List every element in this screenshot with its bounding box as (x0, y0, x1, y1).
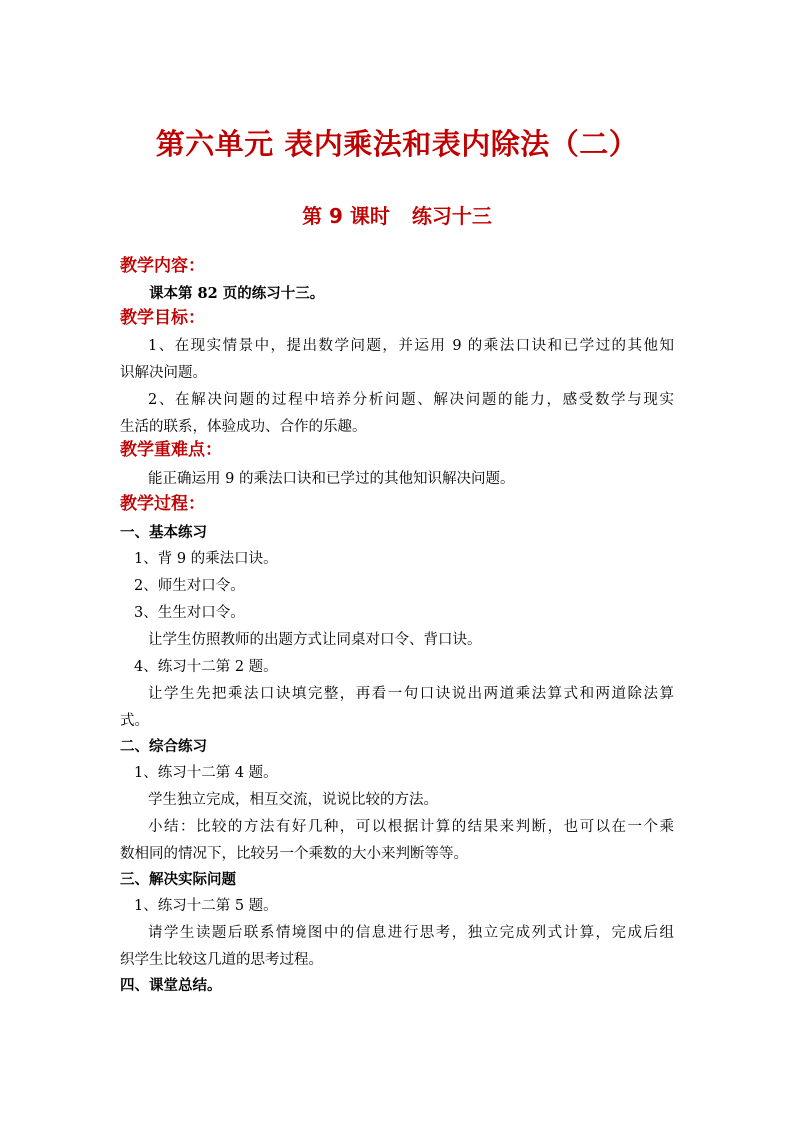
part-1-item-4-note-line-2: 式。 (120, 713, 149, 729)
part-1-item-1: 1、背 9 的乘法口诀。 (134, 551, 278, 567)
heading-goals: 教学目标： (120, 308, 205, 328)
keypoints-text: 能正确运用 9 的乘法口诀和已学过的其他知识解决问题。 (148, 471, 515, 487)
lesson-name: 练习十三 (411, 204, 492, 228)
heading-process: 教学过程： (120, 494, 205, 514)
part-3-heading: 三、解决实际问题 (120, 872, 236, 888)
heading-keypoints: 教学重难点： (120, 440, 222, 460)
part-2-item-1-note: 学生独立完成，相互交流，说说比较的方法。 (148, 792, 438, 808)
part-1-item-2: 2、师生对口令。 (134, 578, 245, 594)
part-4-heading: 四、课堂总结。 (120, 978, 222, 994)
goal-2-line-2: 生活的联系，体验成功、合作的乐趣。 (120, 419, 367, 435)
part-1-item-3-note: 让学生仿照教师的出题方式让同桌对口令、背口诀。 (148, 632, 482, 648)
part-3-item-1: 1、练习十二第 5 题。 (134, 898, 278, 914)
part-1-heading: 一、基本练习 (120, 525, 207, 541)
part-3-note-line-2: 织学生比较这几道的思考过程。 (120, 952, 323, 968)
part-1-item-3: 3、生生对口令。 (134, 605, 245, 621)
lesson-subtitle (0, 200, 794, 229)
unit-title: 第六单元 表内乘法和表内除法（二） (155, 127, 639, 161)
heading-content: 教学内容： (120, 256, 205, 276)
content-text: 课本第 82 页的练习十三。 (149, 285, 325, 302)
goal-1-line-2: 识解决问题。 (120, 365, 207, 381)
part-3-note-line-1: 请学生读题后联系情境图中的信息进行思考，独立完成列式计算，完成后组 (148, 925, 674, 941)
part-2-summary-line-2: 数相同的情况下，比较另一个乘数的大小来判断等等。 (120, 846, 468, 862)
goal-1-line-1: 1、在现实情景中，提出数学问题，并运用 9 的乘法口诀和已学过的其他知 (148, 338, 674, 354)
part-1-item-4: 4、练习十二第 2 题。 (134, 659, 278, 675)
part-2-heading: 二、综合练习 (120, 739, 207, 755)
goal-2-line-1: 2、在解决问题的过程中培养分析问题、解决问题的能力，感受数学与现实 (148, 392, 674, 408)
part-2-summary-line-1: 小结：比较的方法有好几种，可以根据计算的结果来判断，也可以在一个乘 (148, 819, 674, 835)
part-2-item-1: 1、练习十二第 4 题。 (134, 765, 278, 781)
lesson-number: 第 9 课时 (302, 204, 390, 228)
part-1-item-4-note-line-1: 让学生先把乘法口诀填完整，再看一句口诀说出两道乘法算式和两道除法算 (148, 686, 674, 702)
